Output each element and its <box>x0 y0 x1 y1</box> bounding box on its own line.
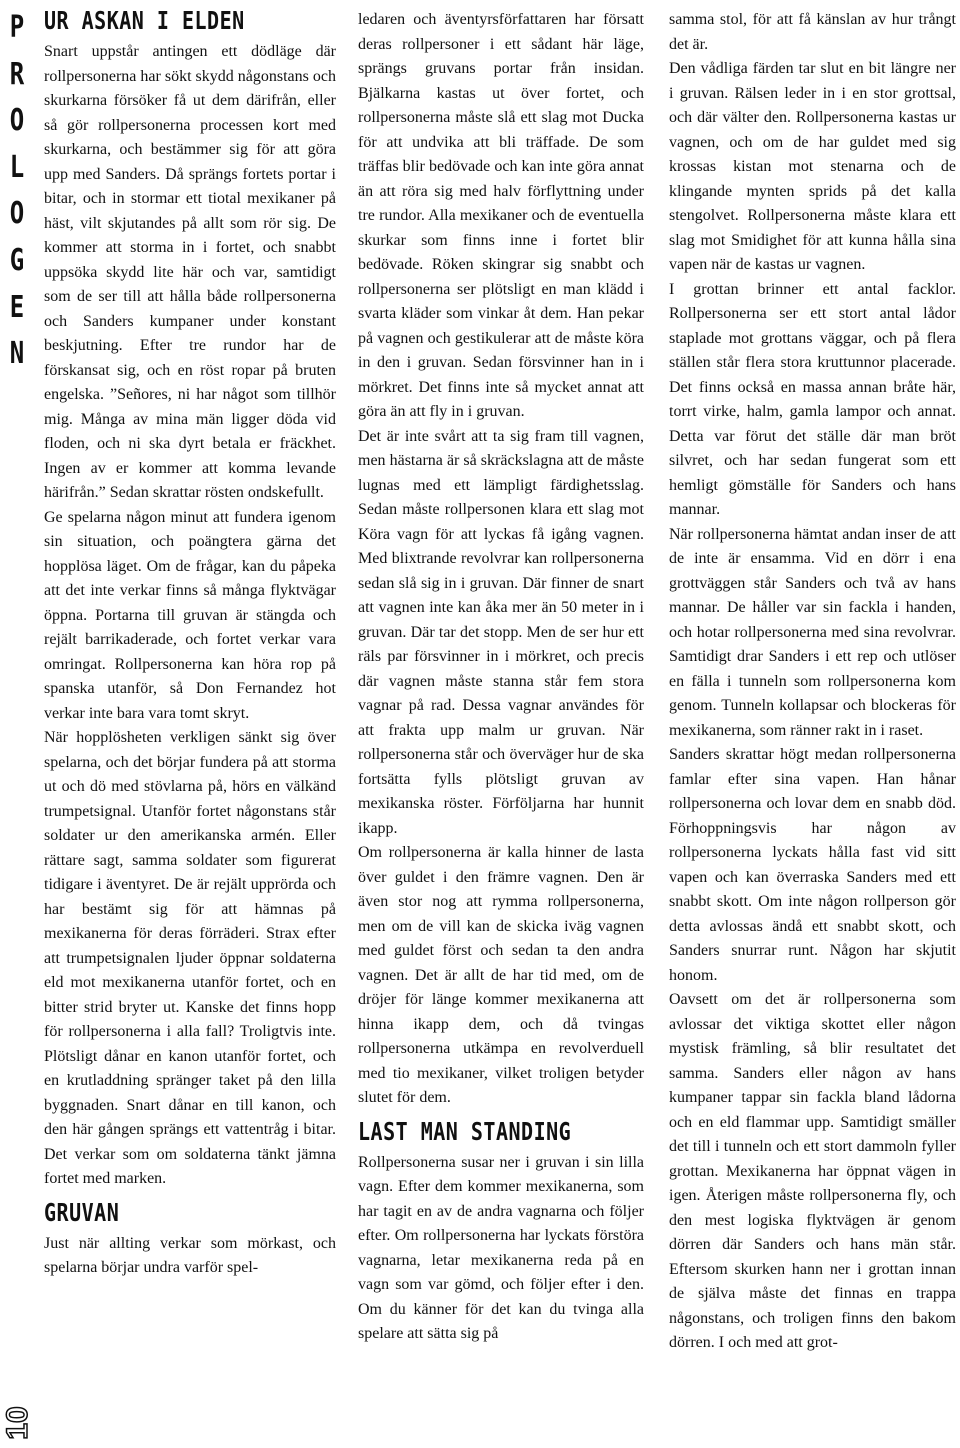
paragraph: Om rollpersonerna är kalla hinner de lasta över guldet i den främre vagnen. Den är även stor nog att rymma rollpersonerna, men om de vill kan de skicka iväg vagnen med guldet först och sedan ta den andra vagnen. Det är allt de har tid med, om de dröjer för länge kommer mexikanerna att hinna ikapp dem, och då tvingas rollpersonerna utkämpa en revolverduell med tio mexikaner, vilket troligen betyder slutet för dem. <box>358 844 644 1106</box>
paragraph: Ge spelarna någon minut att fundera igenom sin situation, och poängtera gärna det hopplösa läget. Om de frågar, kan du påpeka att det inte verkar finns så många flyktvägar öppna. Portarna till gruvan är stängda och rejält barrikaderade, och fortet verkar vara omringat. Rollpersonerna kan höra rop på spanska utanför, så Don Fernandez hot verkar inte bara vara tomt skryt. <box>44 508 336 722</box>
chapter-title-letter: N <box>9 335 25 371</box>
text-column-2 <box>358 8 644 1347</box>
paragraph: ledaren och äventyrsförfattaren har försatt deras rollpersoner i ett sådant här läge, sprängs gruvans portar från insidan. Bjälkarna kastas ut över fortet, och rollpersonerna måste slå ett slag mot Ducka för att undvika att bli träffade. De som träffas blir bedövade och kan inte göra annat än att röra sig med halv förflyttning under tre rundor. Alla mexikaner och de eventuella skurkar som finns inne i fortet blir bedövade. Röken skingrar sig snabbt och rollpersonerna ser plötsligt en man klädd i svarta kläder som vinkar åt dem. Han pekar på vagnen och gestikulerar att de måste köra in den i gruvan. Sedan försvinner han in i mörkret. Det finns inte så mycket annat att göra än att fly in i gruvan. <box>358 11 644 420</box>
paragraph: När rollpersonerna hämtat andan inser de att de inte är ensamma. Vid en dörr i ena grottväggen står Sanders och två av hans mannar. De håller var sin fackla i handen, och hotar rollpersonerna med sina revolvrar. Samtidigt drar Sanders i ett rep och utlöser en fälla i tunneln som rollpersonerna kom genom. Tunneln kollapsar och blockeras för mexikanerna, som ränner rakt in i raset. <box>669 525 956 739</box>
chapter-title-letter: R <box>9 56 25 92</box>
page-number: 10 <box>1 1406 34 1440</box>
paragraph: När hopplösheten verkligen sänkt sig över spelarna, och det börjar fundera på att storma ut och dö med stövlarna på, hörs en välkänd trumpetsignal. Utanför fortet någonstans står soldater ur den amerikanska armén. Eller rättare sagt, samma soldater som figurerat tidigare i äventyret. De är rejält upprörda och har bestämt sig för att hämnas på mexikanerna för deras förräderi. Strax efter att trumpetsignalen ljuder öppnar soldaterna eld mot mexikanerna utanför fortet, och en bitter strid bryter ut. Kanske det finns hopp för rollpersonerna i alla fall? Troligtvis inte. Plötsligt dånar en kanon utanför fortet, och en krutladdning spränger taket på den lilla byggnaden. Snart dånar en till kanon, och den här gången sprängs ett vattentråg i bitar. Det verkar som om soldaterna tänkt jämna fortet med marken. <box>44 729 336 1187</box>
paragraph: Oavsett om det är rollpersonerna som avlossar det viktiga skottet eller någon mystisk främling, så blir resultatet det samma. Sanders eller någon av hans kumpaner tappar sin fackla bland lådorna och en eld flammar upp. Samtidigt smäller det till i tunneln och ett stort dammoln fyller grottan. Mexikanerna har öppnat vägen in igen. Återigen måste rollpersonerna fly, och den mest logiska flyktvägen är genom dörren där Sanders och hans män står. Eftersom skurken hann ner i grottan innan de själva måste det finnas en trappa någonstans, och troligen finns den bakom dörren. I och med att grot- <box>669 991 956 1351</box>
text-column-1 <box>44 5 336 1281</box>
paragraph: Sanders skrattar högt medan rollpersonerna famlar efter sina vapen. Han hånar rollpersonerna och lovar dem en snabb död. Förhoppningsvis har någon av rollpersonerna lyckats hålla fast vid sitt vapen och kan överraska Sanders med ett snabbt skott. Om inte någon rollperson gör detta avlossas ändå ett snabbt skott, och Sanders snurrar runt. Någon har skjutit honom. <box>669 746 956 984</box>
paragraph: Snart uppstår antingen ett dödläge där rollpersonerna har sökt skydd någonstans och skurkarna försöker få ut dem därifrån, eller så gör rollpersonerna processen kort med skurkarna, och bestämmer sig för att göra upp med Sanders. Då sprängs fortets portar i bitar, och in stormar ett tiotal mexikaner på häst, vilt skjutandes på allt som rör sig. De kommer att storma in i fortet, och snabbt uppsöka skydd lite här och var, samtidigt som de ser till att hålla både rollpersonerna och Sanders kumpaner under konstant beskjutning. Efter tre rundor har de förskansat sig, och en röst ropar på bruten engelska. ”Señores, ni har något som tillhör mig. Många av mina män ligger döda vid floden, och ni ska dyrt betala er fräckhet. Ingen av er kommer att komma levande härifrån.” Sedan skrattar rösten ondskefullt. <box>44 43 336 501</box>
paragraph: Det är inte svårt att ta sig fram till vagnen, men hästarna är så skräckslagna att de måste lugnas med ett lämpligt färdighetsslag. Sedan måste rollpersonen klara ett slag mot Köra vagn för att lyckas få igång vagnen. Med blixtrande revolvrar kan rollpersonerna sedan slå sig in i gruvan. Där finner de snart att vagnen inte kan åka mer än 50 meter in i gruvan. Där tar det stopp. Men de ser hur ett räls par försvinner in i mörkret, och precis där vagnen måste stanna står fem stora vagnar på rad. Dessa vagnar användes för att frakta upp malm ur gruvan. När rollpersonerna står och överväger hur de ska fortsätta fylls plötsligt gruvan av mexikanska röster. Förföljarna har hunnit ikapp. <box>358 427 644 837</box>
section-heading: UR ASKAN I ELDEN <box>44 5 245 35</box>
chapter-title-letter: L <box>9 149 25 185</box>
chapter-title-letter: E <box>9 288 25 324</box>
chapter-title-letter: O <box>9 195 25 231</box>
chapter-title-letter: G <box>9 242 25 278</box>
paragraph: samma stol, för att få känslan av hur trångt det är. <box>669 11 956 53</box>
paragraph: Just när allting verkar som mörkast, och spelarna börjar undra varför spel- <box>44 1234 336 1276</box>
chapter-title-vertical <box>4 4 30 377</box>
section-heading: GRUVAN <box>44 1196 120 1227</box>
section-heading: LAST MAN STANDING <box>358 1115 572 1146</box>
paragraph: Rollpersonerna susar ner i gruvan i sin lilla vagn. Efter dem kommer mexikanerna, som har tagit en av de andra vagnarna och följer efter. Om rollpersonerna har lyckats förstöra vagnarna, letar mexikanerna reda på en vagn som var gömd, och följer efter i den. Om du känner för det kan du tvinga alla spelare att sätta sig på <box>358 1153 644 1342</box>
chapter-title-letter: O <box>9 102 25 138</box>
text-column-3 <box>669 8 956 1356</box>
chapter-title-letter: P <box>9 9 25 45</box>
paragraph: I grottan brinner ett antal facklor. Rollpersonerna ser ett stort antal lådor staplade mot grottans väggar, och på flera ställen står flera stora kruttunnor placerade. Det finns också en massa annan bråte här, torrt virke, halm, gamla lampor och annat. Detta var förut det ställe där man bröt silvret, och har sedan fungerat som ett hemligt gömställe för Sanders och hans mannar. <box>669 280 956 518</box>
paragraph: Den vådliga färden tar slut en bit längre ner i gruvan. Rälsen leder in i en stor grottsal, och där välter den. Rollpersonerna kastas ur vagnen, och om de har guldet med sig krossas kistan mot stenarna och de klingande mynten sprids på det kalla stengolvet. Rollpersonerna måste klara ett slag mot Smidighet för att kunna hålla sina vapen när de kastas ur vagnen. <box>669 60 956 273</box>
